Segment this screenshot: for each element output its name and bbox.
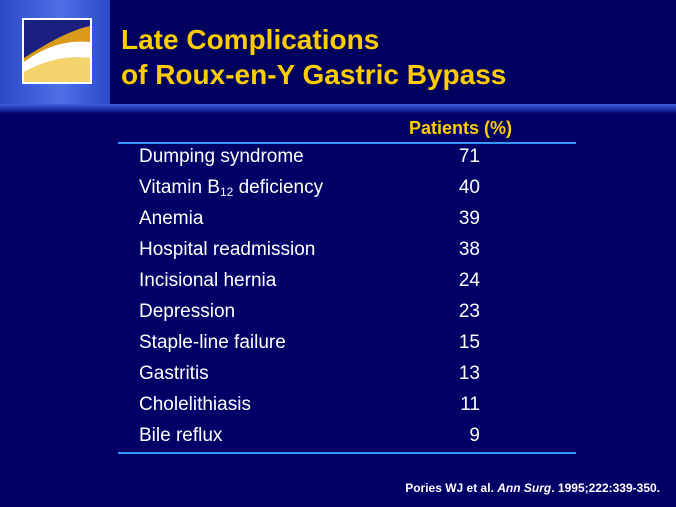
row-label: Staple-line failure xyxy=(139,332,286,353)
table-row xyxy=(0,142,676,173)
table-row xyxy=(0,328,676,359)
slide-title xyxy=(121,22,506,92)
row-value: 71 xyxy=(458,146,480,167)
row-label-subscript: 12 xyxy=(219,185,234,199)
row-label-pre: Vitamin B xyxy=(139,177,220,198)
row-value: 15 xyxy=(458,332,480,353)
row-label: Incisional hernia xyxy=(139,270,277,291)
title-line-1: Late Complications xyxy=(121,24,380,55)
title-line-2: of Roux-en-Y Gastric Bypass xyxy=(121,59,507,90)
row-label: Hospital readmission xyxy=(139,239,316,260)
table-bottom-rule xyxy=(118,452,576,454)
logo-panel xyxy=(0,0,110,104)
row-value: 40 xyxy=(458,177,480,198)
column-header-patients: Patients (%) xyxy=(409,118,513,138)
table-row xyxy=(0,266,676,297)
table-row xyxy=(0,421,676,452)
table-row xyxy=(0,204,676,235)
row-label: Anemia xyxy=(139,208,204,229)
citation xyxy=(405,481,660,495)
row-label: Gastritis xyxy=(139,363,209,384)
citation-authors: Pories WJ et al. xyxy=(405,481,494,495)
table-row xyxy=(0,359,676,390)
table-row xyxy=(0,235,676,266)
header-rule xyxy=(0,104,676,114)
row-value: 39 xyxy=(458,208,480,229)
row-label: Cholelithiasis xyxy=(139,394,251,415)
logo-icon xyxy=(22,18,92,84)
row-value: 24 xyxy=(458,270,480,291)
row-label: Depression xyxy=(139,301,236,322)
row-value: 11 xyxy=(460,394,480,415)
row-value: 13 xyxy=(458,363,480,384)
table-row xyxy=(0,390,676,421)
citation-details: . 1995;222:339-350. xyxy=(551,481,660,495)
row-value: 38 xyxy=(458,239,480,260)
row-label xyxy=(139,177,323,199)
row-value: 23 xyxy=(458,301,480,322)
table-row xyxy=(0,173,676,204)
row-label: Bile reflux xyxy=(139,425,223,446)
row-label-post: deficiency xyxy=(233,177,324,198)
table-row xyxy=(0,297,676,328)
row-value: 9 xyxy=(469,425,480,446)
row-label: Dumping syndrome xyxy=(139,146,304,167)
citation-journal: Ann Surg xyxy=(497,481,552,495)
